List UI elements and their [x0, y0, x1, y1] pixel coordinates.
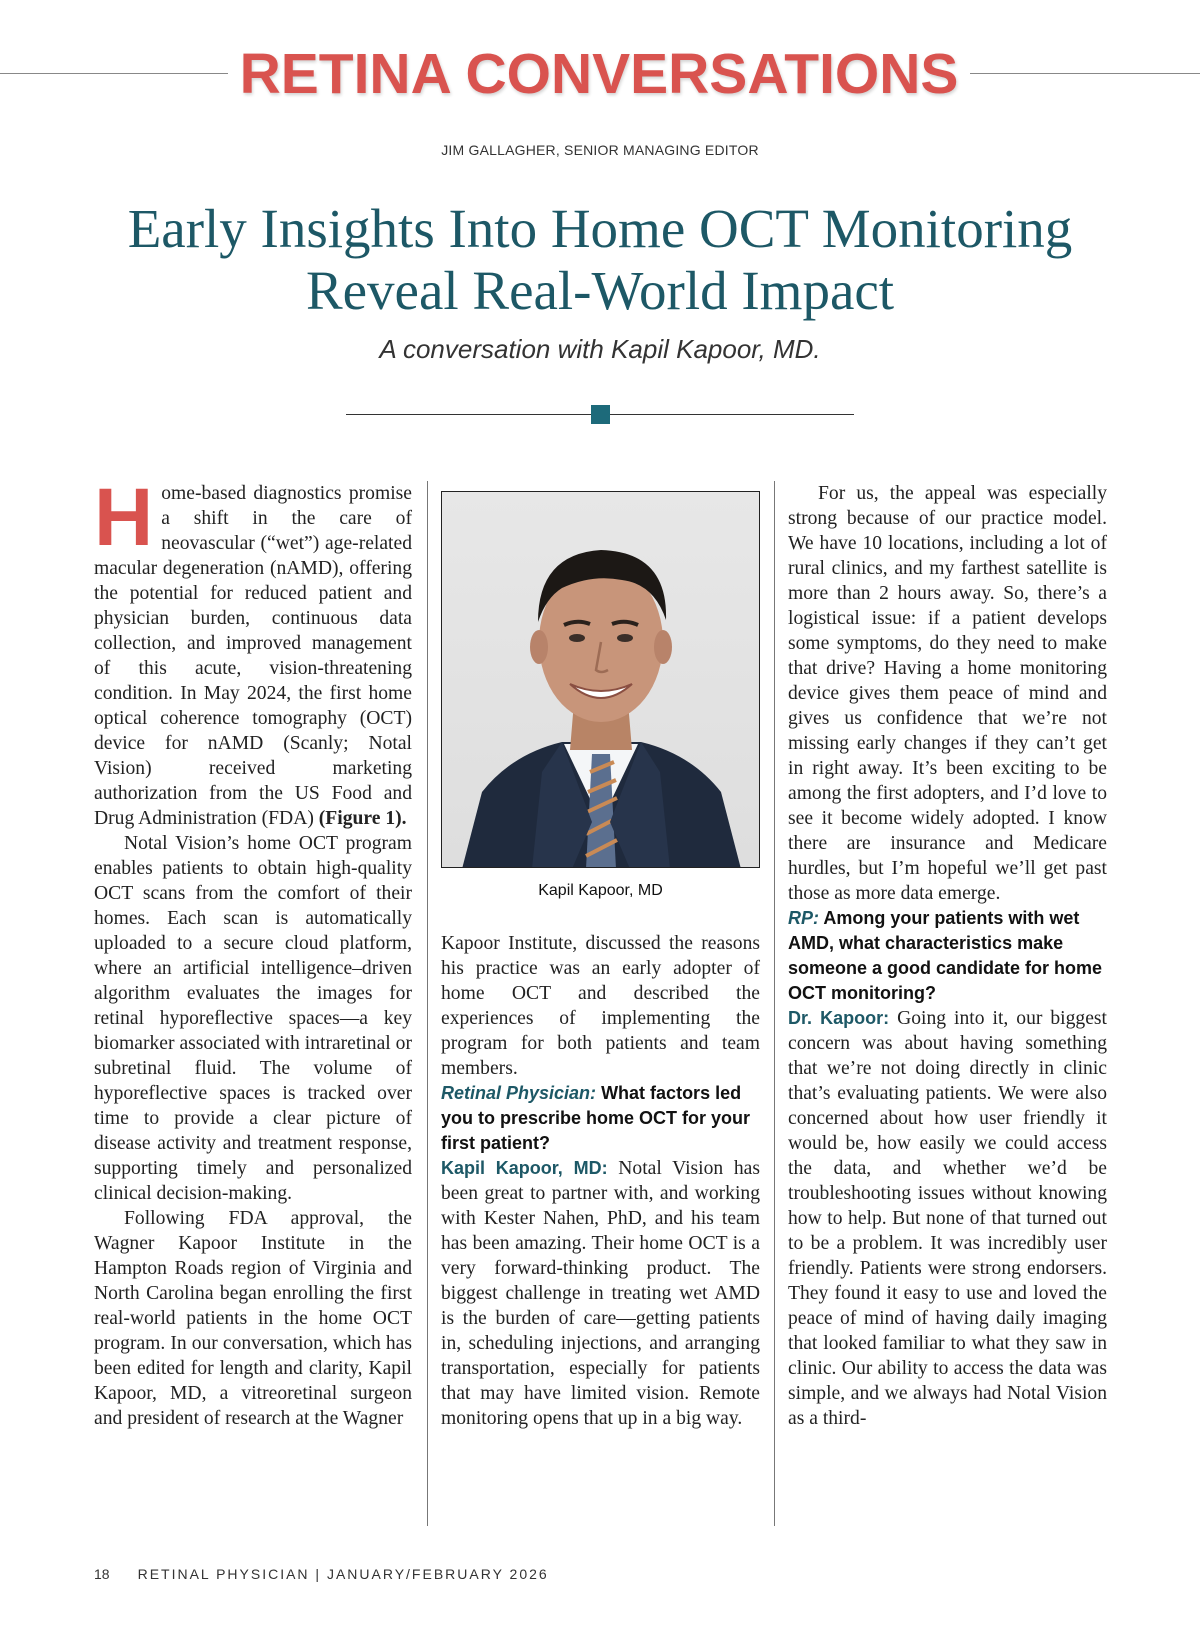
- answer-1-paragraph-2: For us, the appeal was especially strong because of our practice model. We have 10 locations, including a lot of rural clinics, and my farthest satellite is more than 2 hours away. So, there’s a logistical issue: if a patient develops some symptoms, do they need to make that drive? Having a home monitoring device gives them peace of mind and gives us confidence that we’re not missing early changes if they can’t get in right away. It’s been exciting to be among the first adopters, and I’d love to see it become widely adopted. I know there are insurance and Medicare hurdles, but I’m hopeful we’ll get past those as more data emerge.: [788, 483, 1107, 904]
- page-footer: [94, 1566, 549, 1582]
- paragraph-3-continued: Kapoor Institute, discussed the reasons his practice was an early adopter of home OCT and described the experiences of implementing the program for both patients and team members.: [441, 933, 760, 1079]
- page-number: 18: [94, 1566, 110, 1582]
- column-3: [788, 481, 1107, 1431]
- column-divider-2: [774, 481, 775, 1526]
- column-divider-1: [427, 481, 428, 1526]
- headline-line-2: Reveal Real-World Impact: [305, 260, 895, 321]
- figure-reference: (Figure 1).: [318, 808, 407, 829]
- question-1-text: What factors led you to prescribe home OCT for your first patient?: [441, 1083, 751, 1153]
- column-2: [441, 931, 760, 1431]
- ornament-square-icon: [591, 405, 610, 424]
- drop-cap: H: [94, 472, 154, 563]
- paragraph-3: Following FDA approval, the Wagner Kapoor Institute in the Hampton Roads region of Virginia and North Carolina began enrolling the first real-world patients in the home OCT program. In our conversation, which has been edited for length and clarity, Kapil Kapoor, MD, a vitreoretinal surgeon and president of research at the Wagner: [94, 1208, 412, 1429]
- headline-line-1: Early Insights Into Home OCT Monitoring: [127, 198, 1073, 259]
- intro-text: ome-based diagnostics promise a shift in the care of neovascular (“wet”) age-related macular degeneration (nAMD), offering the potential for reduced patient and physician burden, continuous data collection, and improved management of this acute, vision-threatening condition. In May 2024, the first home optical coherence tomography (OCT) device for nAMD (Scanly; Notal Vision) received marketing authorization from the US Food and Drug Administration (FDA): [94, 483, 412, 829]
- answer-2: [788, 1006, 1107, 1431]
- banner-rule-left: [0, 73, 228, 74]
- question-2-tag: RP:: [788, 908, 819, 928]
- question-2-text: Among your patients with wet AMD, what characteristics make someone a good candidate for home OCT monitoring?: [788, 908, 1103, 1003]
- portrait-photo: [441, 491, 760, 868]
- article-subhead: A conversation with Kapil Kapoor, MD.: [379, 334, 821, 364]
- question-1-tag: Retinal Physician:: [441, 1083, 597, 1103]
- banner-rule-right: [970, 73, 1200, 74]
- portrait-illustration: [442, 492, 760, 868]
- article-headline: [60, 198, 1140, 322]
- column-1: [94, 472, 412, 1431]
- answer-1-speaker: Kapil Kapoor, MD:: [441, 1158, 608, 1178]
- answer-2-text: Going into it, our biggest concern was about having something that we’re not doing directly in clinic that’s evaluating patients. We were also concerned about how user friendly it would be, how easily we could access the data, and whether we’d be troubleshooting issues without knowing how to help. But none of that turned out to be a problem. It was incredibly user friendly. Patients were strong endorsers. They found it easy to use and loved the peace of mind of having daily imaging that looked familiar to what they saw in clinic. Our ability to access the data was simple, and we always had Notal Vision as a third-: [788, 1008, 1107, 1429]
- answer-1-text: Notal Vision has been great to partner with, and working with Kester Nahen, PhD, and his team has been amazing. Their home OCT is a very forward-thinking product. The biggest challenge in treating wet AMD is the burden of care—getting patients in, scheduling injections, and arranging transportation, especially for patients that may have limited vision. Remote monitoring opens that up in a big way.: [441, 1158, 760, 1429]
- answer-1: [441, 1156, 760, 1431]
- intro-paragraph: [94, 472, 412, 831]
- byline: JIM GALLAGHER, SENIOR MANAGING EDITOR: [441, 142, 759, 158]
- publication-info: RETINAL PHYSICIAN | JANUARY/FEBRUARY 2026: [137, 1566, 549, 1582]
- section-title: RETINA CONVERSATIONS: [239, 42, 959, 106]
- question-1: [441, 1081, 760, 1156]
- paragraph-2: Notal Vision’s home OCT program enables patients to obtain high-quality OCT scans from the comfort of their homes. Each scan is automatically uploaded to a secure cloud platform, where an artificial intelligence–driven algorithm evaluates the images for retinal hyporeflective spaces—a key biomarker associated with intraretinal or subretinal fluid. The volume of hyporeflective spaces is tracked over time to provide a clear picture of disease activity and treatment response, supporting timely and personalized clinical decision-making.: [94, 833, 412, 1204]
- answer-2-speaker: Dr. Kapoor:: [788, 1008, 890, 1028]
- question-2: [788, 906, 1107, 1006]
- photo-caption: Kapil Kapoor, MD: [538, 882, 663, 899]
